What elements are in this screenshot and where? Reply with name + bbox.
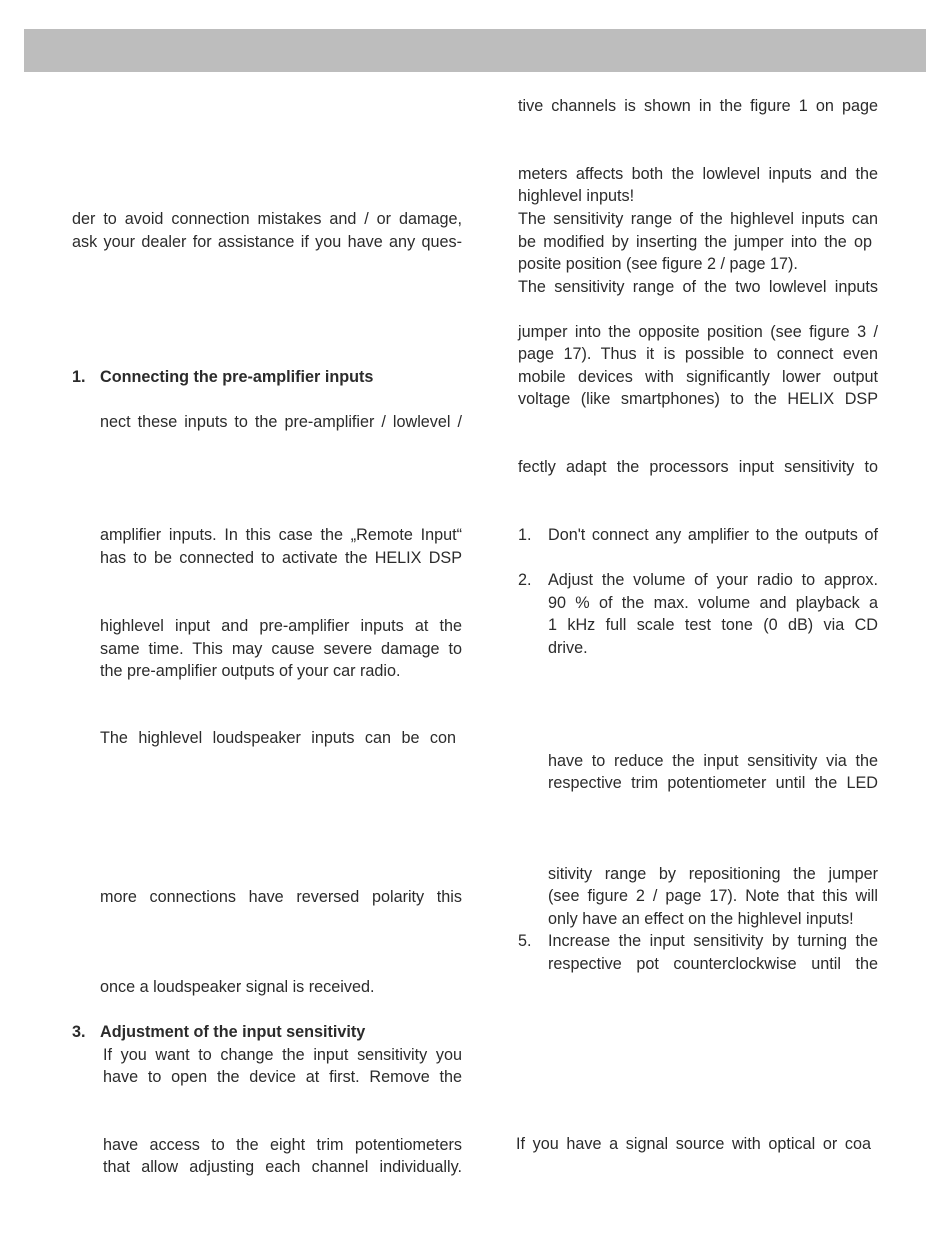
list-item-line: 1 kHz full scale test tone (0 dB) via CD (548, 616, 878, 634)
list-item-line: respective trim potentiometer until the LED (548, 774, 878, 792)
body-text-line: have to open the device at first. Remove the (103, 1068, 462, 1086)
body-text-line: fectly adapt the processors input sensitivity to (518, 458, 878, 476)
body-text-line: highlevel input and pre-amplifier inputs at the (100, 617, 462, 635)
list-item-line: only have an effect on the highlevel inputs! (548, 910, 854, 928)
list-item-line: sitivity range by repositioning the jumper (548, 865, 878, 883)
list-item-line: Increase the input sensitivity by turning the (548, 932, 878, 950)
body-text-line: have access to the eight trim potentiometers (103, 1136, 462, 1154)
body-text-line: posite position (see figure 2 / page 17). (518, 255, 798, 273)
body-text-line: The highlevel loudspeaker inputs can be con (100, 729, 456, 747)
header-bar (24, 29, 926, 72)
body-text-line: der to avoid connection mistakes and / or damage, (72, 210, 462, 228)
body-text-line: highlevel inputs! (518, 187, 635, 205)
section-number: 1. (72, 368, 86, 386)
body-text-line: meters affects both the lowlevel inputs and the (518, 165, 878, 183)
body-text-line: the pre-amplifier outputs of your car radio. (100, 662, 401, 680)
body-text-line: mobile devices with significantly lower output (518, 368, 878, 386)
list-number: 2. (518, 571, 532, 589)
list-item-line: Adjust the volume of your radio to approx. (548, 571, 878, 589)
list-item-line: (see figure 2 / page 17). Note that this will (548, 887, 878, 905)
section-number: 3. (72, 1023, 86, 1041)
body-text-line: If you want to change the input sensitivity you (103, 1046, 462, 1064)
body-text-line: The sensitivity range of the two lowlevel inputs (518, 278, 878, 296)
list-number: 1. (518, 526, 532, 544)
section-heading: Connecting the pre-amplifier inputs (100, 368, 374, 386)
body-text-line: jumper into the opposite position (see figure 3 / (518, 323, 878, 341)
body-text-line: nect these inputs to the pre-amplifier / lowlevel / (100, 413, 462, 431)
list-number: 5. (518, 932, 532, 950)
section-heading: Adjustment of the input sensitivity (100, 1023, 366, 1041)
body-text-line: same time. This may cause severe damage to (100, 640, 462, 658)
body-text-line: amplifier inputs. In this case the „Remote Input“ (100, 526, 462, 544)
body-text-line: voltage (like smartphones) to the HELIX DSP (518, 390, 878, 408)
body-text-line: be modified by inserting the jumper into the op (518, 233, 872, 251)
body-text-line: If you have a signal source with optical or coa (516, 1135, 871, 1153)
list-item-line: respective pot counterclockwise until the (548, 955, 878, 973)
body-text-line: ask your dealer for assistance if you have any ques- (72, 233, 462, 251)
list-item-line: Don't connect any amplifier to the outputs of (548, 526, 878, 544)
body-text-line: tive channels is shown in the figure 1 on page (518, 97, 878, 115)
list-item-line: 90 % of the max. volume and playback a (548, 594, 878, 612)
list-item-line: have to reduce the input sensitivity via the (548, 752, 878, 770)
body-text-line: more connections have reversed polarity this (100, 888, 462, 906)
body-text-line: page 17). Thus it is possible to connect even (518, 345, 878, 363)
body-text-line: that allow adjusting each channel individually. (103, 1158, 462, 1176)
body-text-line: The sensitivity range of the highlevel inputs can (518, 210, 878, 228)
list-item-line: drive. (548, 639, 588, 657)
body-text-line: has to be connected to activate the HELIX DSP (100, 549, 462, 567)
body-text-line: once a loudspeaker signal is received. (100, 978, 375, 996)
